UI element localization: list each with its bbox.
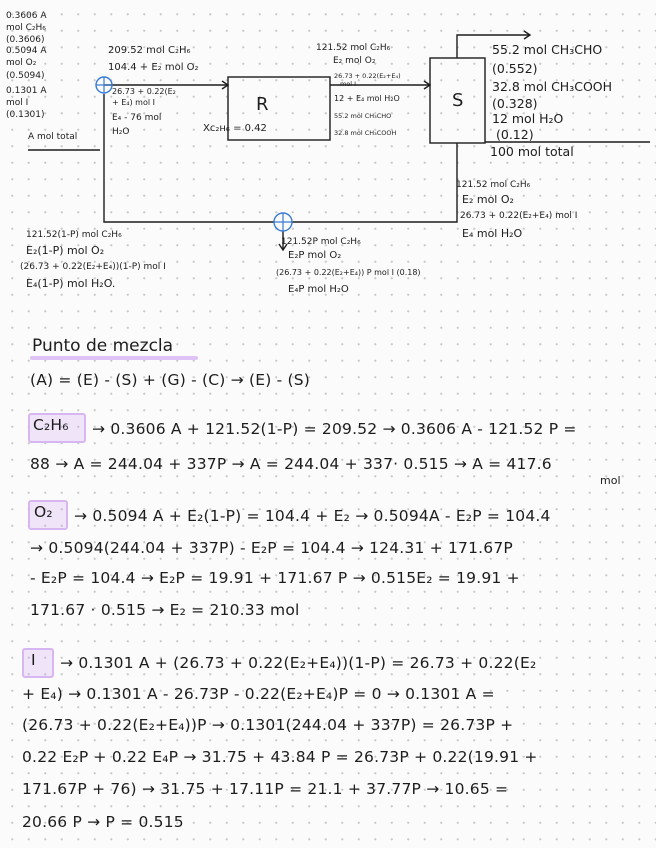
o2-eq-line: 171.67 · 0.515 → E₂ = 210.33 mol <box>30 601 300 619</box>
separator-label: S <box>452 90 464 111</box>
title-highlight <box>30 356 198 360</box>
recycle-inert: 26.73 + 0.22(E₂+E₄) mol I <box>460 211 578 221</box>
reactor-out-o2: E₂ mol O₂ <box>333 56 376 66</box>
product-h2o: 12 mol H₂O <box>492 111 564 126</box>
feed-line: 0.5094 A <box>6 46 47 56</box>
inert-eq-line: (26.73 + 0.22(E₂+E₄))P → 0.1301(244.04 + 337P) = 26.73P + <box>22 716 514 734</box>
feed-line: 0.3606 A <box>6 11 47 21</box>
inert-eq-line: 20.66 P → P = 0.515 <box>22 813 184 831</box>
feed-total: A mol total <box>28 132 78 142</box>
product-ch3cooh: 32.8 mol CH₃COOH <box>492 79 613 94</box>
reactor-in-inert: + E₄) mol I <box>112 98 155 107</box>
feed-line: (0.3606) <box>6 35 45 45</box>
product-h2o-frac: (0.12) <box>496 127 534 142</box>
recycle-stream <box>292 143 457 222</box>
c2h6-eq-line: → 0.3606 A + 121.52(1-P) = 209.52 → 0.3606 A - 121.52 P = <box>92 420 577 438</box>
product-ch3cooh-frac: (0.328) <box>492 96 538 111</box>
purge-h2o: E₄P mol H₂O <box>288 284 349 295</box>
recycle-c2h6: 121.52 mol C₂H₆ <box>456 180 531 190</box>
section-title: Punto de mezcla <box>32 336 174 356</box>
reactor-out-c2h6: 121.52 mol C₂H₆ <box>316 43 391 53</box>
reactor-out-ch3cho: 55.2 mol CH₃CHO <box>334 112 392 120</box>
inert-tag-box <box>22 648 54 678</box>
reactor-out-inert: 26.73 + 0.22(E₂+E₄) <box>334 72 401 80</box>
product-ch3cho-frac: (0.552) <box>492 61 538 76</box>
c2h6-eq-line: 88 → A = 244.04 + 337P → A = 244.04 + 337· 0.515 → A = 417.6 <box>30 455 552 473</box>
reactor-in-h2o: E₄ - 76 mol <box>112 113 162 123</box>
feed-line: mol I <box>6 98 29 108</box>
reactor-in-h2o: H₂O <box>112 127 130 137</box>
reactor-in-c2h6: 209.52 mol C₂H₆ <box>108 45 191 56</box>
inert-tag: I <box>31 651 36 669</box>
return-o2: E₂(1-P) mol O₂ <box>26 244 105 257</box>
product-ch3cho: 55.2 mol CH₃CHO <box>492 42 603 57</box>
inert-eq-line: 0.22 E₂P + 0.22 E₄P → 31.75 + 43.84 P = 26.73P + 0.22(19.91 + <box>22 748 538 766</box>
o2-tag: O₂ <box>34 503 53 521</box>
o2-eq-line: → 0.5094 A + E₂(1-P) = 104.4 + E₂ → 0.5094A - E₂P = 104.4 <box>74 507 551 525</box>
product-total: 100 mol total <box>490 144 574 159</box>
inert-eq-line: → 0.1301 A + (26.73 + 0.22(E₂+E₄))(1-P) = 26.73 + 0.22(E₂ <box>60 654 537 672</box>
purge-inert: (26.73 + 0.22(E₂+E₄)) P mol I (0.18) <box>276 268 421 277</box>
c2h6-tag: C₂H₆ <box>33 416 69 434</box>
o2-eq-line: - E₂P = 104.4 → E₂P = 19.91 + 171.67 P → 0.515E₂ = 19.91 + <box>30 569 520 587</box>
feed-line: (0.1301) <box>6 110 45 120</box>
feed-line: (0.5094) <box>6 71 45 81</box>
inert-eq-line: 171.67P + 76) → 31.75 + 17.11P = 21.1 + 37.77P → 10.65 = <box>22 780 509 798</box>
return-c2h6: 121.52(1-P) mol C₂H₆ <box>26 230 122 240</box>
reactor-label: R <box>256 94 269 115</box>
reactor-in-inert: 26.73 + 0.22(E₂ <box>112 87 176 96</box>
recycle-h2o: E₄ mol H₂O <box>462 227 523 240</box>
feed-line: mol O₂ <box>6 58 37 68</box>
reactor-out-h2o: 12 + E₄ mol H₂O <box>334 94 400 103</box>
feed-line: 0.1301 A <box>6 86 47 96</box>
feed-line: mol C₂H₆ <box>6 23 46 33</box>
reactor-out-ch3cooh: 32.8 mol CH₃COOH <box>334 129 397 137</box>
reactor-in-o2: 104.4 + E₂ mol O₂ <box>108 62 199 73</box>
reactor-conversion: Xᴄ₂ʜ₆ = 0.42 <box>203 123 267 134</box>
purge-o2: E₂P mol O₂ <box>288 250 342 261</box>
return-h2o: E₄(1-P) mol H₂O. <box>26 277 116 290</box>
return-inert: (26.73 + 0.22(E₂+E₄))(1-P) mol I <box>20 262 166 272</box>
recycle-o2: E₂ mol O₂ <box>462 193 514 206</box>
reactor-out-inert: mol I <box>340 80 357 88</box>
c2h6-unit: mol <box>600 474 621 487</box>
purge-c2h6: 121.52P mol C₂H₆ <box>281 237 361 247</box>
general-balance: (A) = (E) - (S) + (G) - (C) → (E) - (S) <box>30 371 311 389</box>
o2-eq-line: → 0.5094(244.04 + 337P) - E₂P = 104.4 → 124.31 + 171.67P <box>30 539 513 557</box>
inert-eq-line: + E₄) → 0.1301 A - 26.73P - 0.22(E₂+E₄)P = 0 → 0.1301 A = <box>22 685 495 703</box>
